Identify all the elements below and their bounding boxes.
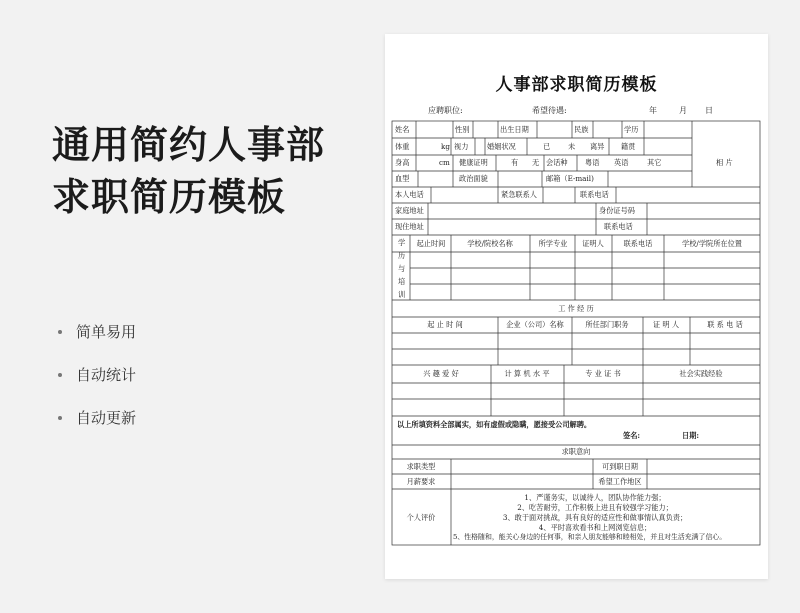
label-blood: 血型 bbox=[395, 174, 410, 183]
work-header: 联 系 电 话 bbox=[707, 320, 743, 329]
label-vision: 视力 bbox=[454, 142, 469, 151]
feature-list bbox=[58, 310, 136, 439]
edu-header: 证明人 bbox=[582, 239, 604, 248]
edu-header: 所学专业 bbox=[538, 239, 568, 248]
apply-position-label: 应聘职位: bbox=[428, 106, 463, 115]
evaluation-line: 2、吃苦耐劳，工作积极上进且有较强学习能力； bbox=[517, 503, 673, 512]
edu-side-label: 学 bbox=[398, 238, 406, 247]
skills-header: 兴 趣 爱 好 bbox=[423, 369, 459, 378]
option-unmarried: 未 bbox=[568, 142, 576, 151]
label-job-type: 求职类型 bbox=[406, 462, 436, 471]
edu-side-label: 与 bbox=[398, 264, 406, 273]
evaluation-line: 3、敢于面对挑战，具有良好的适应性和做事情认真负责； bbox=[502, 513, 688, 522]
label-language: 会话种 bbox=[546, 158, 568, 167]
label-salary-requirement: 月薪要求 bbox=[406, 477, 436, 486]
label-name: 姓名 bbox=[395, 125, 410, 134]
apply-year-label: 年 bbox=[649, 106, 657, 115]
bullet-dot-icon bbox=[58, 373, 62, 377]
label-height: 身高 bbox=[395, 158, 410, 167]
edu-header: 学校/院校名称 bbox=[467, 239, 513, 248]
evaluation-line: 1、严谨务实，以诚待人，团队协作能力强； bbox=[524, 493, 666, 502]
evaluation-line: 4、平时喜欢看书和上网浏览信息； bbox=[538, 523, 652, 532]
bullet-dot-icon bbox=[58, 416, 62, 420]
bullet-dot-icon bbox=[58, 330, 62, 334]
intent-title: 求职意向 bbox=[561, 447, 591, 456]
apply-day-label: 日 bbox=[705, 106, 713, 115]
work-header: 企业（公司）名称 bbox=[506, 320, 564, 329]
label-gender: 性别 bbox=[455, 125, 470, 134]
edu-side-label: 培 bbox=[398, 277, 406, 286]
work-header: 所任部门职务 bbox=[585, 320, 629, 329]
option-none: 无 bbox=[532, 158, 540, 167]
option-other: 其它 bbox=[647, 158, 662, 167]
feature-item bbox=[58, 310, 136, 353]
label-phone: 本人电话 bbox=[395, 190, 424, 199]
option-divorced: 离异 bbox=[590, 142, 605, 151]
skills-header: 专 业 证 书 bbox=[585, 369, 621, 378]
label-marital: 婚姻状况 bbox=[487, 142, 516, 151]
label-ethnicity: 民族 bbox=[574, 125, 589, 134]
form-title: 人事部求职简历模板 bbox=[495, 75, 658, 95]
declaration-text: 以上所填资料全部属实，如有虚假或隐瞒，愿接受公司解聘。 bbox=[397, 420, 592, 429]
label-emergency: 紧急联系人 bbox=[501, 190, 537, 199]
work-header: 起 止 时 间 bbox=[427, 320, 463, 329]
label-email: 邮箱（E-mail) bbox=[546, 174, 594, 183]
feature-item bbox=[58, 353, 136, 396]
label-native: 籍贯 bbox=[621, 142, 636, 151]
resume-form-preview bbox=[385, 34, 768, 579]
signature-label: 签名: bbox=[623, 431, 641, 440]
label-education: 学历 bbox=[624, 125, 639, 134]
apply-month-label: 月 bbox=[679, 106, 687, 115]
label-home: 家庭地址 bbox=[395, 206, 424, 215]
feature-label: 自动统计 bbox=[76, 366, 137, 384]
feature-label: 简单易用 bbox=[76, 323, 137, 341]
label-weight: 体重 bbox=[395, 142, 410, 151]
headline-line-2: 求职简历模板 bbox=[52, 175, 287, 219]
label-work-area: 希望工作地区 bbox=[598, 477, 642, 486]
label-id-no: 身份证号码 bbox=[599, 206, 635, 215]
label-contact-phone-2: 联系电话 bbox=[604, 222, 633, 231]
work-header: 证 明 人 bbox=[652, 320, 680, 329]
unit-kg: kg bbox=[441, 142, 450, 151]
label-politics: 政治面貌 bbox=[459, 174, 488, 183]
edu-side-label: 训 bbox=[398, 290, 406, 299]
edu-header: 学校/学院所在位置 bbox=[682, 239, 742, 248]
headline bbox=[52, 119, 372, 223]
feature-item bbox=[58, 396, 136, 439]
skills-header: 社会实践经验 bbox=[679, 369, 723, 378]
option-cantonese: 粤语 bbox=[585, 158, 600, 167]
option-english: 英语 bbox=[614, 158, 629, 167]
label-start-date: 可到职日期 bbox=[602, 462, 638, 471]
label-self-evaluation: 个人评价 bbox=[406, 513, 436, 522]
label-current-address: 现住地址 bbox=[395, 222, 424, 231]
evaluation-line: 5、性格随和，能关心身边的任何事，和亲人朋友能够和睦相处，并且对生活充满了信心。 bbox=[453, 533, 727, 541]
feature-label: 自动更新 bbox=[76, 409, 137, 427]
option-have: 有 bbox=[511, 158, 519, 167]
apply-salary-label: 希望待遇: bbox=[532, 106, 567, 115]
label-contact-phone: 联系电话 bbox=[580, 190, 609, 199]
edu-header: 联系电话 bbox=[623, 239, 653, 248]
label-birth: 出生日期 bbox=[500, 125, 529, 134]
unit-cm: cm bbox=[439, 158, 450, 167]
date-label: 日期: bbox=[682, 431, 700, 440]
edu-side-label: 历 bbox=[398, 251, 406, 260]
skills-header: 计 算 机 水 平 bbox=[504, 369, 550, 378]
photo-label: 相 片 bbox=[716, 158, 733, 167]
headline-line-1: 通用简约人事部 bbox=[52, 123, 326, 167]
edu-header: 起止时间 bbox=[416, 239, 446, 248]
option-married: 已 bbox=[543, 142, 551, 151]
label-health: 健康证明 bbox=[459, 158, 488, 167]
work-section-title: 工 作 经 历 bbox=[558, 304, 594, 313]
